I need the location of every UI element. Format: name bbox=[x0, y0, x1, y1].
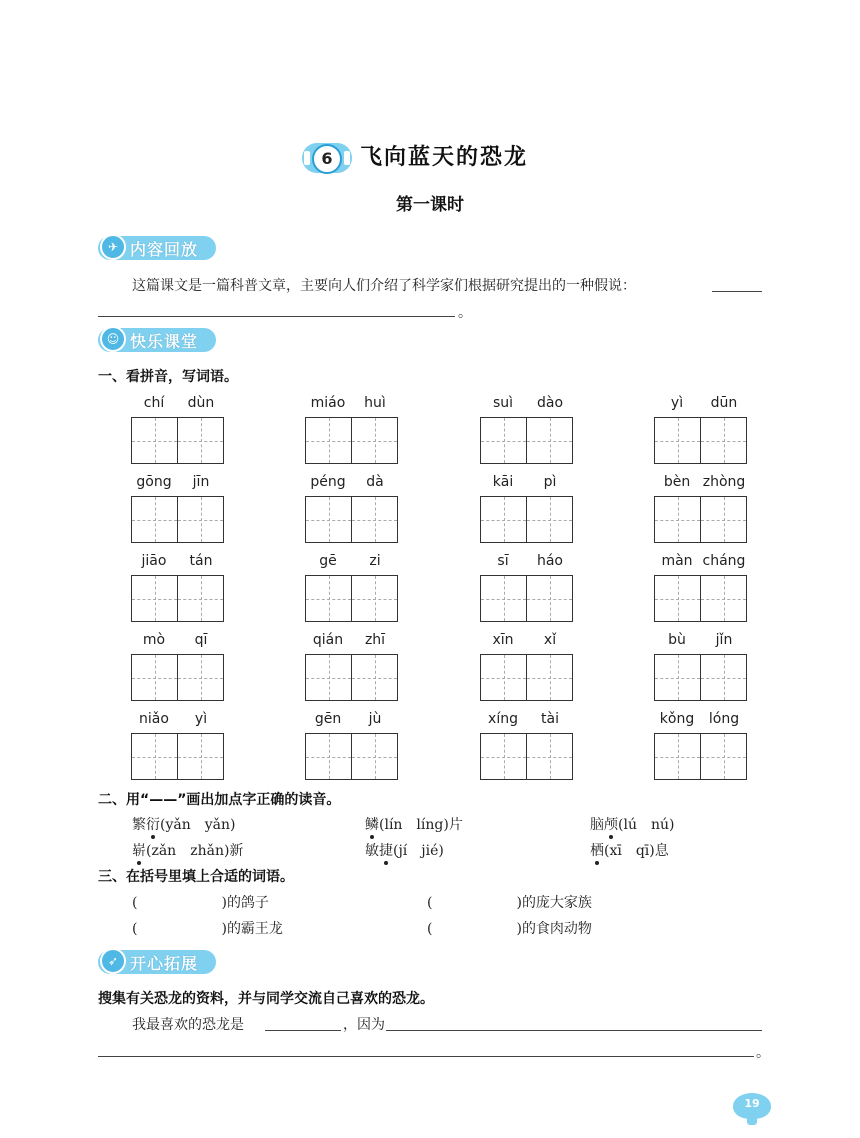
writing-box[interactable] bbox=[526, 575, 573, 622]
section-label-review: 内容回放 bbox=[130, 240, 199, 259]
page-number: 19 bbox=[744, 1097, 760, 1110]
writing-box[interactable] bbox=[654, 733, 701, 780]
pinyin-label: mò bbox=[142, 632, 166, 648]
writing-box[interactable] bbox=[654, 496, 701, 543]
pinyin-label: kāi bbox=[492, 474, 514, 490]
q2-prefix: 敏 bbox=[365, 843, 379, 859]
pinyin-label: qián bbox=[312, 632, 344, 648]
lesson-subtitle: 第一课时 bbox=[396, 195, 464, 215]
pinyin-label: dà bbox=[366, 474, 384, 490]
q2-dotted-char: 衍 bbox=[146, 814, 160, 834]
q2-options[interactable]: (lú nú) bbox=[618, 817, 675, 833]
writing-box[interactable] bbox=[480, 417, 527, 464]
q2-dotted-char: 捷 bbox=[379, 840, 393, 860]
pinyin-label: yì bbox=[670, 395, 684, 411]
pinyin-label: jù bbox=[368, 711, 382, 727]
pinyin-label: zhī bbox=[364, 632, 386, 648]
writing-box[interactable] bbox=[700, 417, 747, 464]
writing-box[interactable] bbox=[177, 733, 224, 780]
ext-line1-because: ，因为 bbox=[343, 1017, 385, 1033]
q2-item[interactable] bbox=[590, 840, 669, 860]
pinyin-label: cháng bbox=[702, 553, 746, 569]
q2-item[interactable] bbox=[365, 840, 444, 860]
lesson-header bbox=[0, 140, 860, 180]
ext-line2-end: 。 bbox=[756, 1045, 770, 1061]
pinyin-label: miáo bbox=[310, 395, 346, 411]
writing-box[interactable] bbox=[305, 654, 352, 701]
writing-box[interactable] bbox=[131, 654, 178, 701]
pinyin-label: bù bbox=[668, 632, 686, 648]
pinyin-label: xǐ bbox=[543, 632, 557, 648]
writing-box[interactable] bbox=[305, 733, 352, 780]
writing-box[interactable] bbox=[526, 733, 573, 780]
pinyin-label: péng bbox=[310, 474, 346, 490]
rocket-icon: ➶ bbox=[100, 948, 126, 974]
pinyin-label: chí bbox=[143, 395, 165, 411]
section-badge-extension bbox=[98, 950, 216, 974]
pinyin-label: jīn bbox=[192, 474, 210, 490]
pinyin-label: tài bbox=[541, 711, 559, 727]
section-badge-review bbox=[98, 236, 216, 260]
writing-box[interactable] bbox=[351, 654, 398, 701]
writing-box[interactable] bbox=[654, 417, 701, 464]
pinyin-label: háo bbox=[536, 553, 564, 569]
writing-box[interactable] bbox=[700, 733, 747, 780]
writing-box[interactable] bbox=[177, 575, 224, 622]
pinyin-label: huì bbox=[364, 395, 386, 411]
pinyin-label: sī bbox=[497, 553, 509, 569]
writing-box[interactable] bbox=[131, 575, 178, 622]
writing-box[interactable] bbox=[526, 417, 573, 464]
writing-box[interactable] bbox=[480, 496, 527, 543]
writing-box[interactable] bbox=[700, 575, 747, 622]
writing-box[interactable] bbox=[177, 417, 224, 464]
q3-item-3[interactable]: ( )的霸王龙 bbox=[132, 921, 283, 937]
q2-dotted-char: 鳞 bbox=[365, 814, 379, 834]
q2-item[interactable] bbox=[590, 814, 674, 834]
pinyin-label: tán bbox=[189, 553, 213, 569]
ext-heading: 搜集有关恐龙的资料，并与同学交流自己喜欢的恐龙。 bbox=[98, 991, 434, 1007]
pinyin-label: yì bbox=[194, 711, 208, 727]
q3-item-2[interactable]: ( )的庞大家族 bbox=[427, 895, 592, 911]
section-label-extension: 开心拓展 bbox=[130, 954, 199, 973]
pinyin-label: bèn bbox=[663, 474, 691, 490]
pinyin-label: dùn bbox=[187, 395, 215, 411]
review-answer-line-2[interactable] bbox=[98, 316, 455, 317]
q2-options[interactable]: (lín líng)片 bbox=[379, 817, 463, 833]
q2-item[interactable] bbox=[132, 814, 235, 834]
favorite-dinosaur-blank[interactable] bbox=[265, 1030, 341, 1031]
q2-item[interactable] bbox=[132, 840, 243, 860]
lesson-number: 6 bbox=[312, 144, 342, 174]
writing-box[interactable] bbox=[351, 733, 398, 780]
ufo-icon: ✈ bbox=[100, 234, 126, 260]
writing-box[interactable] bbox=[305, 417, 352, 464]
pinyin-label: màn bbox=[661, 553, 693, 569]
pinyin-label: niǎo bbox=[139, 711, 169, 727]
reason-blank-1[interactable] bbox=[386, 1030, 762, 1031]
pinyin-label: dūn bbox=[710, 395, 738, 411]
review-end: 。 bbox=[458, 305, 472, 321]
writing-box[interactable] bbox=[351, 496, 398, 543]
q3-heading: 三、在括号里填上合适的词语。 bbox=[98, 869, 294, 885]
writing-box[interactable] bbox=[654, 575, 701, 622]
pinyin-label: dào bbox=[536, 395, 564, 411]
writing-box[interactable] bbox=[700, 496, 747, 543]
pinyin-label: xíng bbox=[488, 711, 518, 727]
q3-item-4[interactable]: ( )的食肉动物 bbox=[427, 921, 592, 937]
pinyin-label: gēn bbox=[314, 711, 342, 727]
writing-box[interactable] bbox=[177, 496, 224, 543]
review-answer-line-1[interactable] bbox=[712, 291, 762, 292]
writing-box[interactable] bbox=[351, 575, 398, 622]
writing-box[interactable] bbox=[654, 654, 701, 701]
writing-box[interactable] bbox=[700, 654, 747, 701]
writing-box[interactable] bbox=[305, 496, 352, 543]
q2-prefix: 繁 bbox=[132, 817, 146, 833]
pinyin-label: qī bbox=[194, 632, 208, 648]
writing-box[interactable] bbox=[480, 575, 527, 622]
section-badge-classroom bbox=[98, 328, 216, 352]
pinyin-label: gē bbox=[319, 553, 337, 569]
section-label-classroom: 快乐课堂 bbox=[130, 332, 199, 351]
writing-box[interactable] bbox=[177, 654, 224, 701]
q2-prefix: 脑 bbox=[590, 817, 604, 833]
writing-box[interactable] bbox=[480, 654, 527, 701]
q2-options[interactable]: (xī qī)息 bbox=[604, 843, 669, 859]
q2-options[interactable]: (yǎn yǎn) bbox=[160, 817, 236, 833]
writing-box[interactable] bbox=[480, 733, 527, 780]
pinyin-label: lóng bbox=[708, 711, 740, 727]
reason-blank-2[interactable] bbox=[98, 1056, 754, 1057]
q2-heading: 二、用“——”画出加点字正确的读音。 bbox=[98, 792, 341, 808]
pinyin-label: gōng bbox=[136, 474, 172, 490]
pinyin-label: kǒng bbox=[659, 711, 695, 727]
q2-options[interactable]: (jí jié) bbox=[393, 843, 444, 859]
pinyin-label: xīn bbox=[492, 632, 514, 648]
writing-box[interactable] bbox=[131, 733, 178, 780]
lesson-title: 飞向蓝天的恐龙 bbox=[360, 145, 529, 170]
writing-box[interactable] bbox=[526, 496, 573, 543]
pinyin-label: jǐn bbox=[715, 632, 733, 648]
q2-options[interactable]: (zǎn zhǎn)新 bbox=[146, 843, 244, 859]
q2-dotted-char: 崭 bbox=[132, 840, 146, 860]
pinyin-label: zi bbox=[369, 553, 381, 569]
writing-box[interactable] bbox=[526, 654, 573, 701]
ext-line1-start: 我最喜欢的恐龙是 bbox=[132, 1017, 244, 1033]
q2-item[interactable] bbox=[365, 814, 463, 834]
q2-dotted-char: 颅 bbox=[604, 814, 618, 834]
review-text: 这篇课文是一篇科普文章，主要向人们介绍了科学家们根据研究提出的一种假说： bbox=[132, 278, 636, 294]
pinyin-label: suì bbox=[492, 395, 514, 411]
writing-box[interactable] bbox=[131, 417, 178, 464]
q1-heading: 一、看拼音，写词语。 bbox=[98, 369, 238, 385]
writing-box[interactable] bbox=[131, 496, 178, 543]
writing-box[interactable] bbox=[351, 417, 398, 464]
pinyin-label: pì bbox=[543, 474, 557, 490]
pinyin-label: zhòng bbox=[702, 474, 746, 490]
q3-item-1[interactable]: ( )的鸽子 bbox=[132, 895, 269, 911]
pinyin-label: jiāo bbox=[141, 553, 167, 569]
smiley-robot-icon: ☺ bbox=[100, 326, 126, 352]
writing-box[interactable] bbox=[305, 575, 352, 622]
q2-dotted-char: 栖 bbox=[590, 840, 604, 860]
